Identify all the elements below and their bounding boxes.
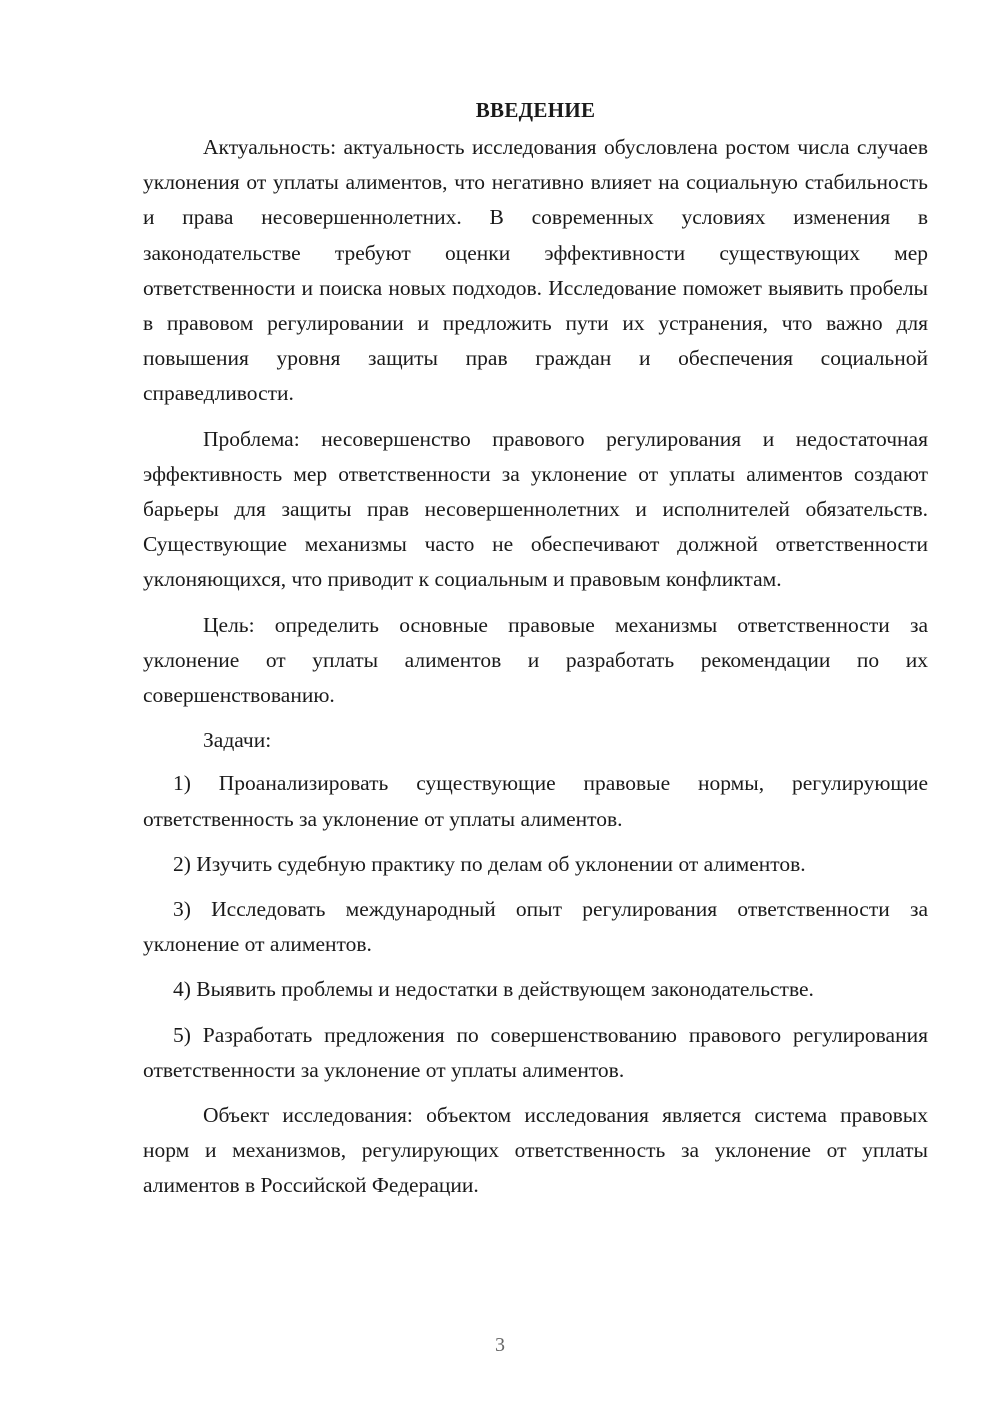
paragraph-object: Объект исследования: объектом исследования является система правовых норм и механизмов, регулирующих ответственность за уклонение от уплаты алиментов в Российской Федерации. [143, 1103, 928, 1198]
task-item: 1) Проанализировать существующие правовые нормы, регулирующие ответственность за уклонение от уплаты алиментов. [143, 771, 928, 831]
task-item: 4) Выявить проблемы и недостатки в действующем законодательстве. [173, 977, 814, 1002]
task-item: 5) Разработать предложения по совершенствованию правового регулирования ответственности за уклонение от уплаты алиментов. [143, 1022, 928, 1082]
paragraph-goal: Цель: определить основные правовые механизмы ответственности за уклонение от уплаты алиментов и разработать рекомендации по их совершенствованию. [143, 612, 928, 708]
document-page [143, 93, 928, 1214]
section-heading: ВВЕДЕНИЕ [475, 98, 596, 122]
paragraph-problem: Проблема: несовершенство правового регулирования и недостаточная эффективность мер ответственности за уклонение от уплаты алиментов создают барьеры для защиты прав несовершеннолетних и исполнителей обязательств. Существующие механизмы часто не обеспечивают должной ответственности уклоняющихся, что приводит к социальным и правовым конфликтам. [143, 426, 928, 592]
task-item: 3) Исследовать международный опыт регулирования ответственности за уклонение от алиментов. [143, 897, 928, 957]
paragraph-relevance: Актуальность: актуальность исследования обусловлена ростом числа случаев уклонения от уплаты алиментов, что негативно влияет на социальную стабильность и права несовершеннолетних. В современных условиях изменения в законодательстве требуют оценки эффективности существующих мер ответственности и поиска новых подходов. Исследование поможет выявить пробелы в правовом регулировании и предложить пути их устранения, что важно для повышения уровня защиты прав граждан и обеспечения социальной справедливости. [143, 135, 928, 406]
page-number: 3 [495, 1334, 505, 1356]
tasks-label: Задачи: [203, 728, 272, 753]
task-item: 2) Изучить судебную практику по делам об уклонении от алиментов. [173, 851, 806, 876]
